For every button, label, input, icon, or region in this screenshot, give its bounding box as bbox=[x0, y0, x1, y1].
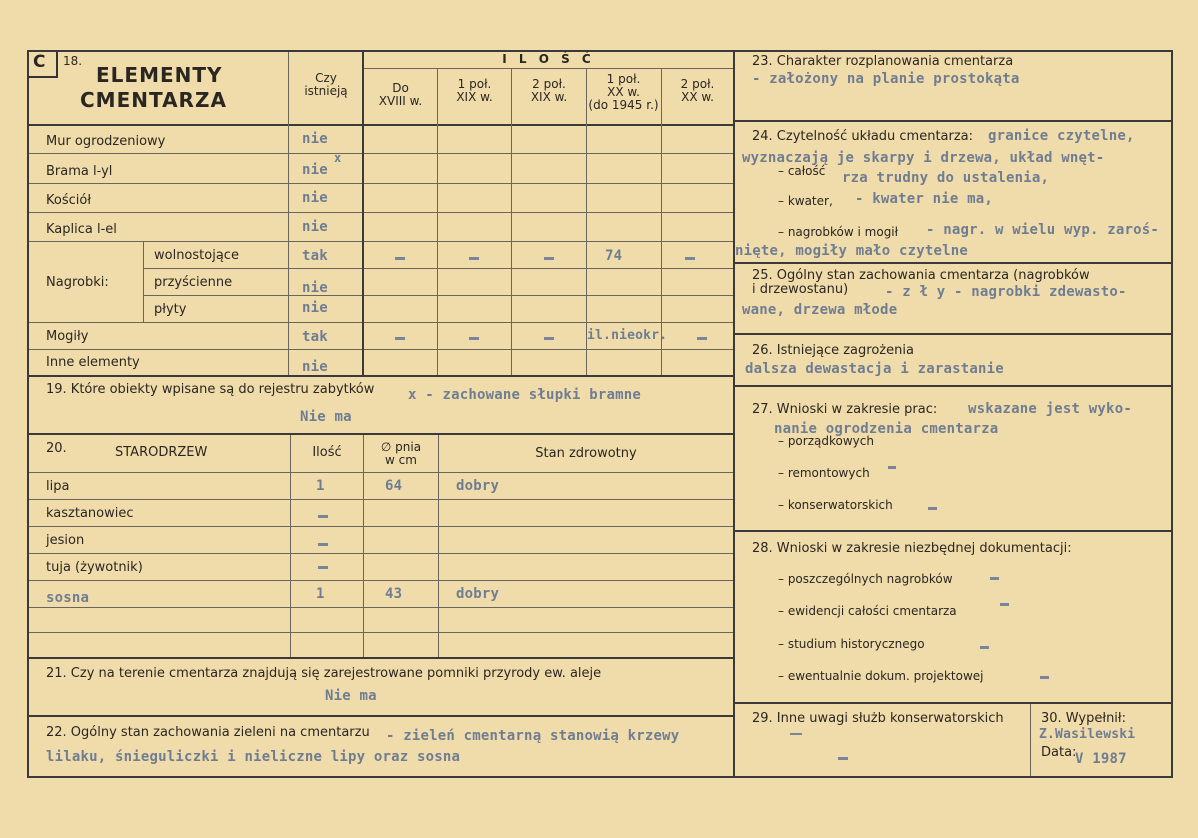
row-czy-brama: nie bbox=[302, 162, 328, 178]
page-title-line1: ELEMENTY bbox=[96, 63, 223, 87]
tree-ilosc-sosna: 1 bbox=[316, 586, 325, 602]
header-col-1xx: 1 poł. XX w. (do 1945 r.) bbox=[588, 72, 659, 112]
tree-name-tuja: tuja (żywotnik) bbox=[46, 560, 143, 575]
mogily-2xix-dash bbox=[544, 337, 554, 340]
row-czy-przyscienne: nie bbox=[302, 280, 328, 296]
section-28-item-nagrobkow: – poszczególnych nagrobków bbox=[778, 572, 953, 586]
section-30-label: 30. Wypełnił: bbox=[1041, 711, 1126, 726]
page-title-line2: CMENTARZA bbox=[80, 88, 227, 112]
header-col-2xx: 2 poł. XX w. bbox=[680, 77, 715, 104]
section-28-item-ewidencji: – ewidencji całości cmentarza bbox=[778, 604, 957, 618]
section-24-item-kwater: – kwater, bbox=[778, 194, 833, 208]
header-starodrzew: STARODRZEW bbox=[115, 445, 208, 460]
mogily-1xx-value: il.nieokr. bbox=[587, 328, 668, 343]
section-28-nagrobkow-dash bbox=[990, 577, 999, 580]
section-22-label: 22. Ogólny stan zachowania zieleni na cmentarzu bbox=[46, 725, 370, 740]
tree-stan-lipa: dobry bbox=[456, 478, 500, 494]
section-27-item-konserwatorskich: – konserwatorskich bbox=[778, 498, 893, 512]
tree-stan-sosna: dobry bbox=[456, 586, 500, 602]
tree-name-jesion: jesion bbox=[46, 533, 85, 548]
section-21-label: 21. Czy na terenie cmentarza znajdują się zarejestrowane pomniki przyrody ew. aleje bbox=[46, 666, 602, 681]
section-30-date: V 1987 bbox=[1075, 751, 1127, 767]
section-25-label-1: 25. Ogólny stan zachowania cmentarza (nagrobków bbox=[752, 268, 1090, 283]
row-label-kosciol: Kościół bbox=[46, 193, 92, 208]
nagrobki-1xix-dash bbox=[469, 257, 479, 260]
row-label-nagrobki: Nagrobki: bbox=[46, 275, 109, 290]
section-27-item-porzadkowych: – porządkowych bbox=[778, 434, 874, 448]
section-24-value-3: rza trudny do ustalenia, bbox=[842, 170, 1050, 186]
row-label-kaplica: Kaplica l-el bbox=[46, 222, 117, 237]
mogily-1xix-dash bbox=[469, 337, 479, 340]
header-tree-ilosc: Ilość bbox=[312, 445, 342, 460]
header-czy-istnieja: Czy istnieją bbox=[304, 71, 348, 98]
section-19-label: 19. Które obiekty wpisane są do rejestru zabytków bbox=[46, 382, 375, 397]
tree-pien-sosna: 43 bbox=[385, 586, 403, 602]
section-24-value-4: - kwater nie ma, bbox=[855, 191, 994, 207]
nagrobki-1xx-value: 74 bbox=[605, 248, 623, 264]
section-24-item-calosc: – całość bbox=[778, 164, 826, 178]
section-27-konserwatorskich-dash bbox=[928, 507, 937, 510]
section-27-remontowych-dash bbox=[888, 466, 896, 469]
section-23-value: - założony na planie prostokąta bbox=[752, 71, 1020, 87]
section-30-data-label: Data: bbox=[1041, 745, 1077, 760]
section-22-value-line1: - zieleń cmentarną stanowią krzewy bbox=[386, 728, 680, 744]
nagrobki-sub-wolnostojace: wolnostojące bbox=[154, 248, 239, 263]
row-label-inne: Inne elementy bbox=[46, 355, 140, 370]
section-24-value-5a: - nagr. w wielu wyp. zaroś- bbox=[926, 222, 1159, 238]
row-label-brama: Brama l-yl bbox=[46, 164, 113, 179]
header-col-xviii: Do XVIII w. bbox=[378, 81, 423, 108]
tree-name-sosna: sosna bbox=[46, 590, 90, 606]
nagrobki-sub-plyty: płyty bbox=[154, 302, 187, 317]
section-25-label-2: i drzewostanu) bbox=[752, 282, 849, 297]
section-25-value-2: wane, drzewa młode bbox=[742, 302, 898, 318]
row-czy-kosciol: nie bbox=[302, 190, 328, 206]
section-18-number: 18. bbox=[63, 54, 83, 68]
section-24-value-2: wyznaczają je skarpy i drzewa, układ wnęt- bbox=[742, 150, 1105, 166]
row-czy-mur: nie bbox=[302, 131, 328, 147]
section-27-label: 27. Wnioski w zakresie prac: bbox=[752, 402, 938, 417]
header-tree-stan: Stan zdrowotny bbox=[535, 446, 637, 461]
tree-ilosc-kasztanowiec-dash bbox=[318, 515, 328, 518]
tree-name-kasztanowiec: kasztanowiec bbox=[46, 506, 134, 521]
header-col-1xix: 1 poł. XIX w. bbox=[456, 77, 493, 104]
row-czy-plyty: nie bbox=[302, 300, 328, 316]
tree-ilosc-lipa: 1 bbox=[316, 478, 325, 494]
nagrobki-2xix-dash bbox=[544, 257, 554, 260]
section-27-value-1: wskazane jest wyko- bbox=[968, 401, 1132, 417]
section-28-projektowej-dash bbox=[1040, 676, 1049, 679]
section-22-value-line2: lilaku, śnieguliczki i nieliczne lipy oraz sosna bbox=[46, 749, 461, 765]
section-26-value: dalsza dewastacja i zarastanie bbox=[745, 361, 1004, 377]
section-21-value: Nie ma bbox=[325, 688, 377, 704]
section-20-number: 20. bbox=[46, 441, 67, 456]
section-23-label: 23. Charakter rozplanowania cmentarza bbox=[752, 54, 1014, 69]
section-24-value-5b: nięte, mogiły mało czytelne bbox=[735, 243, 968, 259]
row-label-mogily: Mogiły bbox=[46, 329, 89, 344]
section-29-label: 29. Inne uwagi służb konserwatorskich bbox=[752, 711, 1004, 726]
tree-name-lipa: lipa bbox=[46, 479, 70, 494]
row-label-mur: Mur ogrodzeniowy bbox=[46, 134, 166, 149]
section-28-item-studium: – studium historycznego bbox=[778, 637, 925, 651]
header-col-2xix: 2 poł. XIX w. bbox=[530, 77, 568, 104]
mogily-2xx-dash bbox=[697, 337, 707, 340]
row-czy-mogily: tak bbox=[302, 329, 328, 345]
section-24-value-1: granice czytelne, bbox=[988, 128, 1135, 144]
row-czy-inne: nie bbox=[302, 359, 328, 375]
row-czy-kaplica: nie bbox=[302, 219, 328, 235]
section-27-item-remontowych: – remontowych bbox=[778, 466, 870, 480]
section-29-dash-1 bbox=[790, 733, 802, 735]
section-26-label: 26. Istniejące zagrożenia bbox=[752, 343, 914, 358]
section-28-studium-dash bbox=[980, 646, 989, 649]
section-24-label: 24. Czytelność układu cmentarza: bbox=[752, 129, 974, 144]
mogily-xviii-dash bbox=[395, 337, 405, 340]
section-30-name: Z.Wasilewski bbox=[1039, 727, 1136, 742]
tree-ilosc-tuja-dash bbox=[318, 566, 328, 569]
brama-mark: x bbox=[334, 151, 342, 165]
section-28-item-projektowej: – ewentualnie dokum. projektowej bbox=[778, 669, 984, 683]
section-29-dash-2 bbox=[838, 757, 848, 760]
section-28-label: 28. Wnioski w zakresie niezbędnej dokumentacji: bbox=[752, 541, 1072, 556]
header-tree-pien: ∅ pnia w cm bbox=[380, 440, 422, 467]
tree-pien-lipa: 64 bbox=[385, 478, 403, 494]
nagrobki-2xx-dash bbox=[685, 257, 695, 260]
section-19-value: Nie ma bbox=[300, 409, 352, 425]
nagrobki-sub-przyscienne: przyścienne bbox=[154, 275, 233, 290]
section-25-value-1: - z ł y - nagrobki zdewasto- bbox=[885, 284, 1127, 300]
tree-ilosc-jesion-dash bbox=[318, 543, 328, 546]
section-24-item-nagrobkow: – nagrobków i mogił bbox=[778, 225, 899, 239]
section-19-note: x - zachowane słupki bramne bbox=[408, 387, 641, 403]
header-ilosc: I L O Ś Ć bbox=[502, 52, 595, 66]
section-letter: C bbox=[33, 52, 46, 72]
row-czy-nagrobki: tak bbox=[302, 248, 328, 264]
section-28-ewidencji-dash bbox=[1000, 603, 1009, 606]
section-27-value-2: nanie ogrodzenia cmentarza bbox=[774, 421, 999, 437]
nagrobki-xviii-dash bbox=[395, 257, 405, 260]
